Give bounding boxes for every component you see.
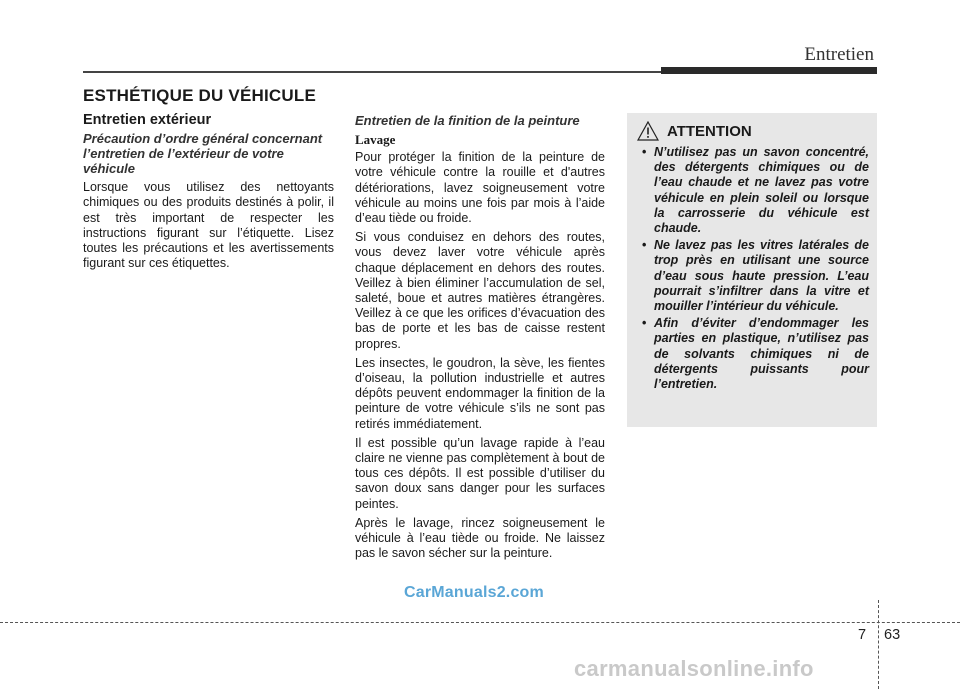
subheading-general-precaution: Précaution d’ordre général concernant l’entretien de l’extérieur de votre véhicule [83,131,323,177]
subheading-paint-care: Entretien de la finition de la peinture [355,113,580,128]
running-header: Entretien [804,44,874,65]
page-number: 63 [884,627,901,643]
column-middle [355,113,605,565]
warning-box [627,113,877,427]
header-rule [83,71,661,73]
paragraph: Pour protéger la finition de la peinture de votre véhicule contre la rouille et d'autres détériorations, lavez soigneusement votre véhicule au moins une fois par mois à l’aide d’eau tiède ou froide. [355,150,605,226]
label-washing: Lavage [355,132,396,147]
warning-item: • N’utilisez pas un savon concentré, des détergents chimiques ou de l’eau chaude et ne lavez pas votre véhicule en plein soleil ou lorsque la carrosserie du véhicule est chaude. [642,145,869,236]
watermark-carmanualsonline[interactable]: carmanualsonline.info [574,656,814,681]
paragraph: Si vous conduisez en dehors des routes, vous devez laver votre véhicule après chaque déplacement en dehors des routes. Veillez à bien éliminer l’accumulation de sel, saleté, boue et autres matières étrangères. Veillez à ce que les orifices d’évacuation des bas de porte et les bas de caisse restent propres. [355,230,605,351]
warning-triangle-icon [637,121,659,141]
watermark-carmanuals2[interactable]: CarManuals2.com [404,584,544,601]
footer-rule [0,622,960,623]
paragraph-cleaning-products: Lorsque vous utilisez des nettoyants chimiques ou des produits destinés à polir, il est très important de respecter les instructions figurant sur l’étiquette. Lisez toutes les précautions et les avertissements figurant sur ces étiquettes. [83,180,334,271]
chapter-number: 7 [858,627,867,643]
warning-list [633,145,869,394]
warning-header [637,121,752,141]
header-rule-bar [661,67,877,74]
warning-item: • Afin d’éviter d’endommager les parties en plastique, n’utilisez pas de solvants chimiques ni de détergents puissants pour l’entretien. [642,316,869,392]
paragraph: Les insectes, le goudron, la sève, les fientes d’oiseau, la pollution industrielle et autres dépôts peuvent endommager la finition de la peinture de votre véhicule s’ils ne sont pas retirés immédiatement. [355,355,605,431]
paragraph: Après le lavage, rincez soigneusement le véhicule à l’eau tiède ou froide. Ne laissez pas le savon sécher sur la peinture. [355,515,605,561]
paragraph: Il est possible qu’un lavage rapide à l’eau claire ne vienne pas complètement à bout de tous ces dépôts. Il est possible d’utiliser du savon doux sans danger pour les surfaces peintes. [355,435,605,511]
column-left [83,113,334,275]
section-title: ESTHÉTIQUE DU VÉHICULE [83,86,316,105]
heading-exterior-care: Entretien extérieur [83,112,212,128]
warning-item: • Ne lavez pas les vitres latérales de trop près en utilisant une source d’eau sous haute pression. L’eau pourrait s’infiltrer dans la vitre et mouiller l’intérieur du véhicule. [642,238,869,314]
footer-divider [878,600,879,689]
warning-title: ATTENTION [667,122,752,140]
